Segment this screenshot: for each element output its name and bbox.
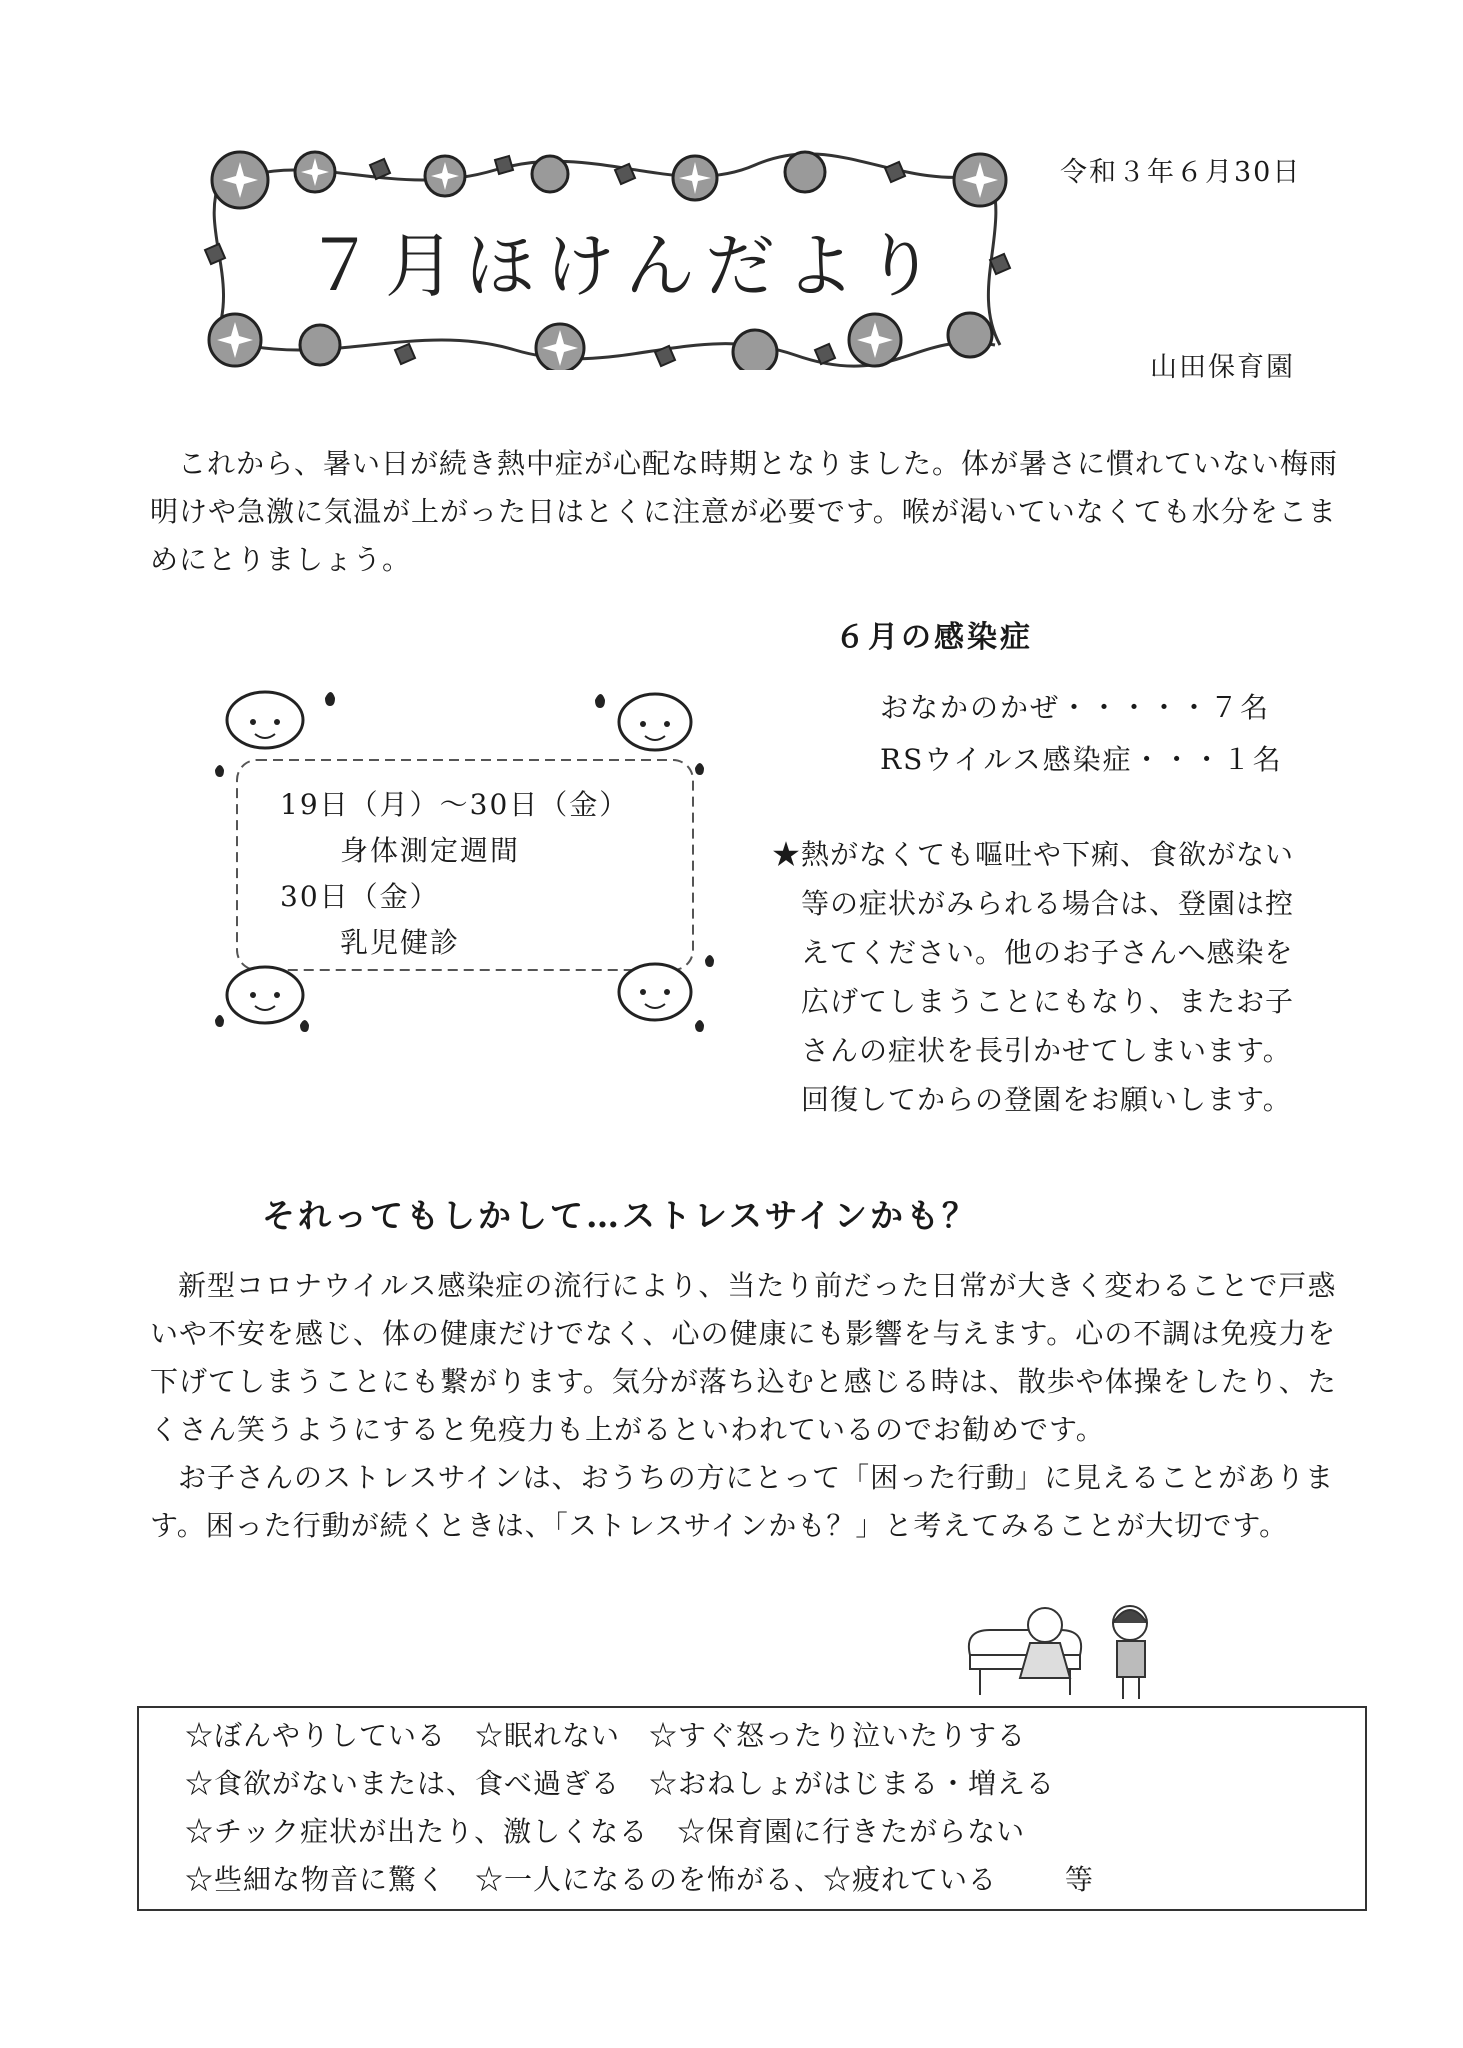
sign-line: ☆食欲がないまたは、食べ過ぎる ☆おねしょがはじまる・増える xyxy=(185,1767,1056,1800)
schedule-line: 19日（月）～30日（金） xyxy=(280,788,630,821)
infection-item: おなかのかぜ・・・・・７名 xyxy=(880,691,1271,724)
infection-item: RSウイルス感染症・・・１名 xyxy=(880,743,1283,776)
infections-heading: ６月の感染症 xyxy=(835,620,1033,655)
schedule-line: 身体測定週間 xyxy=(280,834,521,867)
infections-list xyxy=(880,682,1283,786)
stress-paragraph-1: 新型コロナウイルス感染症の流行により、当たり前だった日常が大きく変わることで戸惑いや不安を感じ、体の健康だけでなく、心の健康にも影響を与えます。心の不調は免疫力を下げてしまうことにも繋がります。気分が落ち込むと感じる時は、散歩や体操をしたり、たくさん笑うようにすると免疫力も上がるといわれているのでお勧めです。 xyxy=(150,1269,1337,1446)
note-line: 広げてしまうことにもなり、またお子 xyxy=(772,985,1295,1018)
stress-signs-list xyxy=(185,1712,1094,1904)
stress-body xyxy=(150,1262,1365,1550)
stress-heading: それってもしかして…ストレスサインかも？ xyxy=(262,1196,979,1235)
intro-paragraph xyxy=(150,440,1350,584)
sign-line: ☆ぼんやりしている ☆眠れない ☆すぐ怒ったり泣いたりする xyxy=(185,1719,1027,1752)
sign-line: ☆些細な物音に驚く ☆一人になるのを怖がる、☆疲れている 等 xyxy=(185,1863,1094,1896)
schedule-line: 乳児健診 xyxy=(280,926,461,959)
organization-name: 山田保育園 xyxy=(1150,352,1295,383)
note-line: ★熱がなくても嘔吐や下痢、食欲がない xyxy=(772,838,1295,871)
children-bench-illustration xyxy=(965,1595,1175,1705)
schedule-list xyxy=(280,782,629,966)
note-line: 等の症状がみられる場合は、登園は控 xyxy=(772,887,1295,920)
issue-date: 令和３年６月30日 xyxy=(1060,157,1302,188)
newsletter-title: ７月ほけんだより xyxy=(305,225,945,307)
children-illustration xyxy=(965,1595,1175,1705)
intro-text: これから、暑い日が続き熱中症が心配な時期となりました。体が暑さに慣れていない梅雨明けや急激に気温が上がった日はとくに注意が必要です。喉が渇いていなくても水分をこまめにとりましょう。 xyxy=(150,447,1339,576)
sign-line: ☆チック症状が出たり、激しくなる ☆保育園に行きたがらない xyxy=(185,1815,1026,1848)
stress-paragraph-2: お子さんのストレスサインは、おうちの方にとって「困った行動」に見えることがあります。困った行動が続くときは、「ストレスサインかも？」と考えてみることが大切です。 xyxy=(150,1461,1335,1542)
infection-note xyxy=(772,830,1372,1124)
schedule-line: 30日（金） xyxy=(280,880,440,913)
title-frame xyxy=(195,140,1015,370)
note-line: えてください。他のお子さんへ感染を xyxy=(772,936,1294,969)
note-line: 回復してからの登園をお願いします。 xyxy=(772,1083,1292,1116)
note-line: さんの症状を長引かせてしまいます。 xyxy=(772,1034,1292,1067)
